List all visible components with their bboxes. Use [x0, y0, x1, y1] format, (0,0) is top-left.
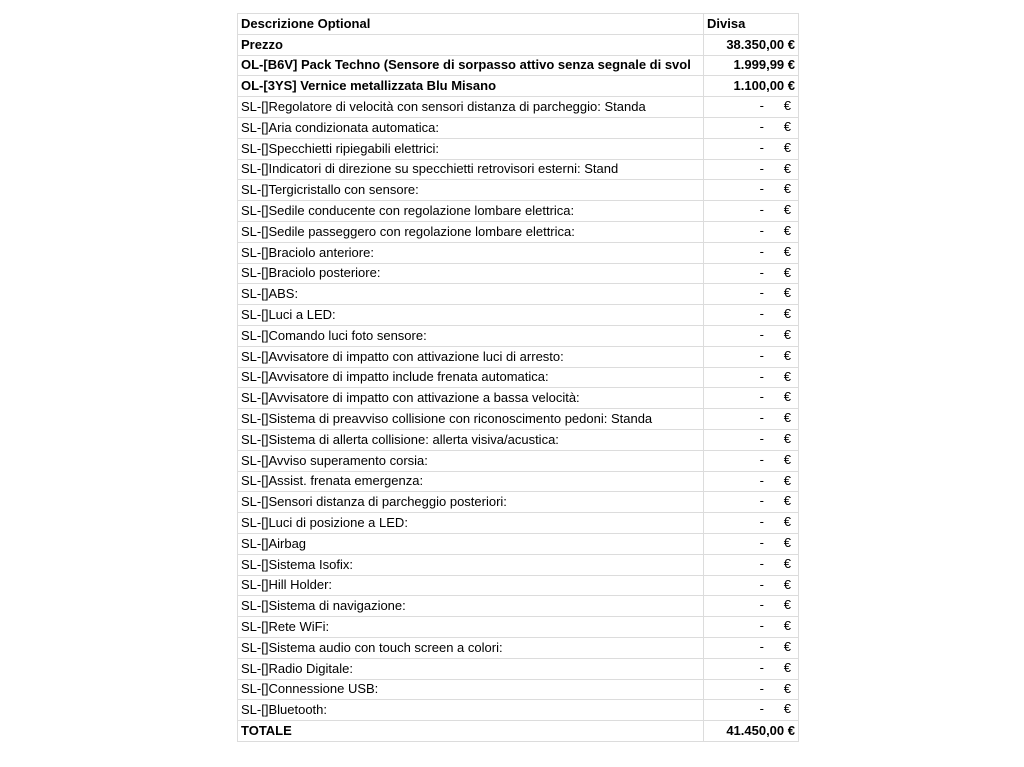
- row-value[interactable]: [704, 429, 799, 450]
- currency-symbol: €: [783, 514, 791, 530]
- row-label[interactable]: SL-[]Sedile conducente con regolazione lombare elettrica:: [238, 201, 704, 222]
- row-value[interactable]: [704, 554, 799, 575]
- row-value[interactable]: [704, 284, 799, 305]
- table-row: [238, 492, 799, 513]
- value-dash: -: [759, 597, 764, 613]
- optionals-table: [237, 13, 799, 742]
- table-row: [238, 554, 799, 575]
- total-value[interactable]: 41.450,00 €: [704, 721, 799, 742]
- table-row: [238, 34, 799, 55]
- row-label[interactable]: OL-[B6V] Pack Techno (Sensore di sorpasso attivo senza segnale di svol: [238, 55, 704, 76]
- currency-symbol: €: [783, 472, 791, 488]
- currency-symbol: €: [783, 264, 791, 280]
- currency-symbol: €: [783, 243, 791, 259]
- row-label[interactable]: SL-[]Avvisatore di impatto con attivazione luci di arresto:: [238, 346, 704, 367]
- value-dash: -: [759, 472, 764, 488]
- value-dash: -: [759, 680, 764, 696]
- total-row: [238, 721, 799, 742]
- row-label[interactable]: SL-[]Radio Digitale:: [238, 658, 704, 679]
- header-currency[interactable]: Divisa: [704, 14, 799, 35]
- row-label[interactable]: SL-[]Sistema Isofix:: [238, 554, 704, 575]
- row-label[interactable]: SL-[]Avviso superamento corsia:: [238, 450, 704, 471]
- currency-symbol: €: [783, 326, 791, 342]
- value-dash: -: [759, 326, 764, 342]
- row-value[interactable]: [704, 596, 799, 617]
- row-label[interactable]: SL-[]Bluetooth:: [238, 700, 704, 721]
- currency-symbol: €: [783, 576, 791, 592]
- currency-symbol: €: [783, 680, 791, 696]
- currency-symbol: €: [783, 202, 791, 218]
- currency-symbol: €: [783, 285, 791, 301]
- row-label[interactable]: SL-[]Sistema audio con touch screen a colori:: [238, 637, 704, 658]
- row-value[interactable]: [704, 637, 799, 658]
- row-label[interactable]: SL-[]Avvisatore di impatto include frenata automatica:: [238, 367, 704, 388]
- table-row: [238, 429, 799, 450]
- value-dash: -: [759, 222, 764, 238]
- row-value[interactable]: [704, 325, 799, 346]
- table-row: [238, 159, 799, 180]
- row-value[interactable]: [704, 221, 799, 242]
- row-label[interactable]: SL-[]Indicatori di direzione su specchietti retrovisori esterni: Stand: [238, 159, 704, 180]
- row-value[interactable]: [704, 242, 799, 263]
- value-dash: -: [759, 368, 764, 384]
- table-row: [238, 533, 799, 554]
- row-value[interactable]: 38.350,00 €: [704, 34, 799, 55]
- value-dash: -: [759, 701, 764, 717]
- value-dash: -: [759, 389, 764, 405]
- value-dash: -: [759, 493, 764, 509]
- value-dash: -: [759, 659, 764, 675]
- value-dash: -: [759, 430, 764, 446]
- row-value[interactable]: [704, 201, 799, 222]
- value-dash: -: [759, 118, 764, 134]
- currency-symbol: €: [783, 534, 791, 550]
- row-label[interactable]: SL-[]Braciolo posteriore:: [238, 263, 704, 284]
- value-dash: -: [759, 618, 764, 634]
- table-row: [238, 55, 799, 76]
- row-value[interactable]: [704, 492, 799, 513]
- row-label[interactable]: SL-[]Avvisatore di impatto con attivazione a bassa velocità:: [238, 388, 704, 409]
- table-row: [238, 575, 799, 596]
- table-row: [238, 138, 799, 159]
- row-value[interactable]: [704, 533, 799, 554]
- table-row: [238, 263, 799, 284]
- table-row: [238, 180, 799, 201]
- currency-symbol: €: [783, 98, 791, 114]
- table-row: [238, 325, 799, 346]
- row-label[interactable]: SL-[]Connessione USB:: [238, 679, 704, 700]
- table-row: [238, 201, 799, 222]
- row-label[interactable]: SL-[]Luci di posizione a LED:: [238, 513, 704, 534]
- row-value[interactable]: [704, 263, 799, 284]
- row-value[interactable]: [704, 180, 799, 201]
- row-value[interactable]: [704, 700, 799, 721]
- currency-symbol: €: [783, 222, 791, 238]
- row-value[interactable]: 1.999,99 €: [704, 55, 799, 76]
- row-value[interactable]: [704, 450, 799, 471]
- value-dash: -: [759, 139, 764, 155]
- row-value[interactable]: [704, 305, 799, 326]
- currency-symbol: €: [783, 139, 791, 155]
- row-value[interactable]: [704, 367, 799, 388]
- header-row: [238, 14, 799, 35]
- row-label[interactable]: SL-[]Specchietti ripiegabili elettrici:: [238, 138, 704, 159]
- row-value[interactable]: 1.100,00 €: [704, 76, 799, 97]
- row-label[interactable]: SL-[]Sensori distanza di parcheggio posteriori:: [238, 492, 704, 513]
- row-label[interactable]: SL-[]Tergicristallo con sensore:: [238, 180, 704, 201]
- value-dash: -: [759, 285, 764, 301]
- row-label[interactable]: SL-[]Braciolo anteriore:: [238, 242, 704, 263]
- table-row: [238, 305, 799, 326]
- row-label[interactable]: SL-[]Luci a LED:: [238, 305, 704, 326]
- row-value[interactable]: [704, 471, 799, 492]
- currency-symbol: €: [783, 389, 791, 405]
- currency-symbol: €: [783, 181, 791, 197]
- table-row: [238, 97, 799, 118]
- currency-symbol: €: [783, 430, 791, 446]
- value-dash: -: [759, 306, 764, 322]
- table-row: [238, 409, 799, 430]
- currency-symbol: €: [783, 347, 791, 363]
- row-label[interactable]: SL-[]ABS:: [238, 284, 704, 305]
- table-row: [238, 617, 799, 638]
- table-row: [238, 242, 799, 263]
- currency-symbol: €: [783, 618, 791, 634]
- table-row: [238, 637, 799, 658]
- table-row: [238, 284, 799, 305]
- currency-symbol: €: [783, 118, 791, 134]
- table-row: [238, 679, 799, 700]
- row-label[interactable]: SL-[]Sistema di allerta collisione: allerta visiva/acustica:: [238, 429, 704, 450]
- currency-symbol: €: [783, 451, 791, 467]
- value-dash: -: [759, 410, 764, 426]
- value-dash: -: [759, 264, 764, 280]
- row-value[interactable]: [704, 409, 799, 430]
- row-value[interactable]: [704, 617, 799, 638]
- row-value[interactable]: [704, 346, 799, 367]
- currency-symbol: €: [783, 638, 791, 654]
- row-label[interactable]: SL-[]Hill Holder:: [238, 575, 704, 596]
- value-dash: -: [759, 160, 764, 176]
- value-dash: -: [759, 202, 764, 218]
- row-label[interactable]: SL-[]Assist. frenata emergenza:: [238, 471, 704, 492]
- table-row: [238, 117, 799, 138]
- value-dash: -: [759, 534, 764, 550]
- currency-symbol: €: [783, 493, 791, 509]
- table-row: [238, 367, 799, 388]
- value-dash: -: [759, 451, 764, 467]
- row-value[interactable]: [704, 388, 799, 409]
- value-dash: -: [759, 243, 764, 259]
- table-row: [238, 513, 799, 534]
- header-description[interactable]: Descrizione Optional: [238, 14, 704, 35]
- value-dash: -: [759, 181, 764, 197]
- value-dash: -: [759, 576, 764, 592]
- row-value[interactable]: [704, 138, 799, 159]
- currency-symbol: €: [783, 659, 791, 675]
- row-value[interactable]: [704, 117, 799, 138]
- row-label[interactable]: OL-[3YS] Vernice metallizzata Blu Misano: [238, 76, 704, 97]
- row-label[interactable]: SL-[]Sedile passeggero con regolazione lombare elettrica:: [238, 221, 704, 242]
- row-value[interactable]: [704, 513, 799, 534]
- currency-symbol: €: [783, 597, 791, 613]
- row-label[interactable]: Prezzo: [238, 34, 704, 55]
- table-row: [238, 700, 799, 721]
- table-row: [238, 596, 799, 617]
- value-dash: -: [759, 555, 764, 571]
- row-value[interactable]: [704, 159, 799, 180]
- value-dash: -: [759, 514, 764, 530]
- row-label[interactable]: SL-[]Comando luci foto sensore:: [238, 325, 704, 346]
- table-row: [238, 471, 799, 492]
- currency-symbol: €: [783, 701, 791, 717]
- row-value[interactable]: [704, 658, 799, 679]
- row-value[interactable]: [704, 575, 799, 596]
- table-row: [238, 221, 799, 242]
- row-label[interactable]: SL-[]Airbag: [238, 533, 704, 554]
- row-value[interactable]: [704, 97, 799, 118]
- currency-symbol: €: [783, 368, 791, 384]
- currency-symbol: €: [783, 306, 791, 322]
- row-label[interactable]: SL-[]Sistema di navigazione:: [238, 596, 704, 617]
- row-label[interactable]: SL-[]Regolatore di velocità con sensori distanza di parcheggio: Standa: [238, 97, 704, 118]
- table-row: [238, 346, 799, 367]
- table-row: [238, 658, 799, 679]
- table-row: [238, 76, 799, 97]
- total-label[interactable]: TOTALE: [238, 721, 704, 742]
- row-label[interactable]: SL-[]Rete WiFi:: [238, 617, 704, 638]
- currency-symbol: €: [783, 410, 791, 426]
- currency-symbol: €: [783, 555, 791, 571]
- value-dash: -: [759, 347, 764, 363]
- table-row: [238, 388, 799, 409]
- row-label[interactable]: SL-[]Sistema di preavviso collisione con riconoscimento pedoni: Standa: [238, 409, 704, 430]
- row-label[interactable]: SL-[]Aria condizionata automatica:: [238, 117, 704, 138]
- value-dash: -: [759, 638, 764, 654]
- row-value[interactable]: [704, 679, 799, 700]
- currency-symbol: €: [783, 160, 791, 176]
- table-row: [238, 450, 799, 471]
- value-dash: -: [759, 98, 764, 114]
